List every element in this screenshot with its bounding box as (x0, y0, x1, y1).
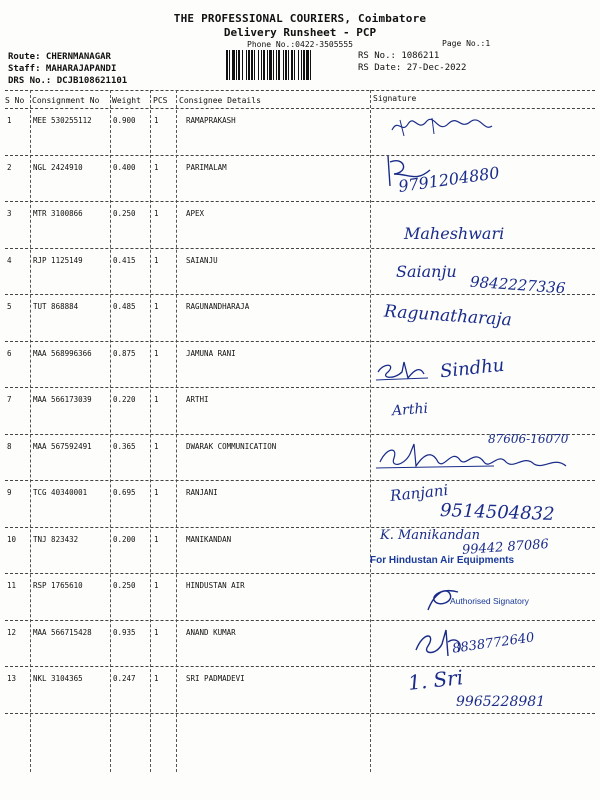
route: Route: CHERNMANAGAR (8, 52, 111, 62)
weight-value: 0.200 (113, 534, 136, 544)
consignment-number: RJP 1125149 (33, 255, 83, 265)
consignee-name: HINDUSTAN AIR (186, 581, 245, 590)
signature-5: Ragunatharaja (383, 301, 513, 331)
column-divider (150, 90, 151, 772)
consignee-name: RAMAPRAKASH (186, 116, 236, 125)
row-rule (5, 573, 595, 574)
page-number: Page No.:1 (442, 39, 491, 48)
pcs-value: 1 (154, 209, 159, 218)
weight-value: 0.415 (113, 255, 136, 265)
weight-value: 0.695 (113, 488, 136, 497)
weight-value: 0.247 (113, 674, 136, 683)
row-rule (5, 480, 595, 481)
rs-number: RS No.: 1086211 (358, 51, 440, 61)
consignment-number: TNJ 823432 (33, 534, 79, 544)
signature-3: Maheshwari (404, 224, 505, 243)
drs-number: DRS No.: DCJB108621101 (8, 76, 128, 86)
row-sno: 3 (7, 209, 12, 218)
consignee-name: SRI PADMADEVI (186, 674, 245, 683)
pcs-value: 1 (154, 348, 159, 358)
pcs-value: 1 (154, 395, 159, 404)
column-divider (370, 90, 371, 772)
signature-13-number: 9965228981 (456, 694, 546, 710)
consignment-number: TUT 868884 (33, 302, 79, 311)
row-sno: 5 (7, 302, 12, 311)
signature-13: 1. Sri (406, 665, 465, 695)
row-sno: 2 (7, 162, 12, 172)
row-rule (5, 155, 595, 156)
row-sno: 4 (7, 255, 12, 265)
barcode (226, 50, 354, 80)
table-top-rule (5, 90, 595, 91)
signature-10: K. Manikandan (380, 528, 481, 543)
signature-6-mark (374, 356, 434, 384)
signature-1 (388, 112, 498, 142)
signature-4-number: 9842227336 (469, 272, 566, 298)
consignee-name: PARIMALAM (186, 162, 227, 172)
consignment-number: MAA 566715428 (33, 627, 92, 637)
weight-value: 0.220 (113, 395, 136, 404)
row-rule (5, 527, 595, 528)
weight-value: 0.400 (113, 162, 136, 172)
header-rule (5, 108, 595, 109)
signature-8-number: 87606-16070 (488, 432, 569, 446)
document-title: Delivery Runsheet - PCP (223, 26, 377, 39)
signature-7: Arthi (391, 400, 429, 420)
column-divider (110, 90, 111, 772)
column-divider (176, 90, 177, 772)
consignment-number: NKL 3104365 (33, 674, 83, 683)
consignee-name: RAGUNANDHARAJA (186, 302, 250, 311)
signature-9: Ranjani (389, 481, 450, 505)
pcs-value: 1 (154, 162, 159, 172)
consignee-name: ARTHI (186, 395, 209, 404)
consignee-name: SAIANJU (186, 255, 218, 265)
company-stamp: For Hindustan Air Equipments (370, 555, 515, 566)
consignee-name: DWARAK COMMUNICATION (186, 441, 277, 451)
consignment-number: NGL 2424910 (33, 162, 83, 172)
consignee-name: JAMUNA RANI (186, 348, 236, 358)
consignee-name: APEX (186, 209, 205, 218)
consignment-number: TCG 40340001 (33, 488, 88, 497)
pcs-value: 1 (154, 674, 159, 683)
consignment-number: MAA 568996366 (33, 348, 92, 358)
weight-value: 0.250 (113, 581, 136, 590)
pcs-value: 1 (154, 302, 159, 311)
row-sno: 10 (7, 534, 17, 544)
signature-9-number: 9514504832 (439, 500, 555, 525)
col-consignee-header: Consignee Details (179, 96, 261, 105)
signature-4: Saianju (396, 262, 457, 281)
column-divider (30, 90, 31, 772)
consignment-number: MEE 530255112 (33, 116, 92, 125)
row-rule (5, 294, 595, 295)
row-sno: 1 (7, 116, 12, 125)
row-sno: 11 (7, 581, 17, 590)
pcs-value: 1 (154, 627, 159, 637)
weight-value: 0.250 (113, 209, 136, 218)
row-rule (5, 341, 595, 342)
weight-value: 0.485 (113, 302, 136, 311)
row-sno: 9 (7, 488, 12, 497)
consignment-number: RSP 1765610 (33, 581, 83, 590)
row-sno: 13 (7, 674, 17, 683)
signature-6: Sindhu (439, 354, 506, 383)
row-sno: 8 (7, 441, 12, 451)
row-rule (5, 620, 595, 621)
signature-2-number: 9791204880 (397, 163, 501, 196)
consignment-number: MAA 567592491 (33, 441, 92, 451)
pcs-value: 1 (154, 581, 159, 590)
signature-12-number: 8838772640 (451, 630, 536, 657)
authorised-signatory: Authorised Signatory (450, 596, 529, 606)
pcs-value: 1 (154, 116, 159, 125)
pcs-value: 1 (154, 488, 159, 497)
signature-10-number: 99442 87086 (461, 536, 550, 559)
weight-value: 0.875 (113, 348, 136, 358)
row-rule (5, 387, 595, 388)
col-weight-header: Weight (112, 96, 141, 105)
row-sno: 6 (7, 348, 12, 358)
pcs-value: 1 (154, 534, 159, 544)
row-rule (5, 713, 595, 714)
consignment-number: MAA 566173039 (33, 395, 92, 404)
weight-value: 0.935 (113, 627, 136, 637)
col-sno-header: S No (5, 96, 25, 105)
company-title: THE PROFESSIONAL COURIERS, Coimbatore (173, 12, 427, 25)
rs-date: RS Date: 27-Dec-2022 (358, 63, 467, 73)
consignment-number: MTR 3100866 (33, 209, 83, 218)
row-rule (5, 248, 595, 249)
consignee-name: RANJANI (186, 488, 218, 497)
consignee-name: ANAND KUMAR (186, 627, 236, 637)
row-rule (5, 201, 595, 202)
row-rule (5, 666, 595, 667)
pcs-value: 1 (154, 255, 159, 265)
pcs-value: 1 (154, 441, 159, 451)
col-pcs-header: PCS (153, 96, 168, 105)
weight-value: 0.900 (113, 116, 136, 125)
col-consignment-header: Consignment No (32, 96, 100, 105)
consignee-name: MANIKANDAN (186, 534, 232, 544)
row-sno: 12 (7, 627, 17, 637)
weight-value: 0.365 (113, 441, 136, 451)
phone-number: Phone No.:0422-3505555 (247, 40, 353, 49)
row-sno: 7 (7, 395, 12, 404)
col-signature-header: Signature (373, 94, 417, 103)
staff: Staff: MAHARAJAPANDI (8, 64, 117, 74)
